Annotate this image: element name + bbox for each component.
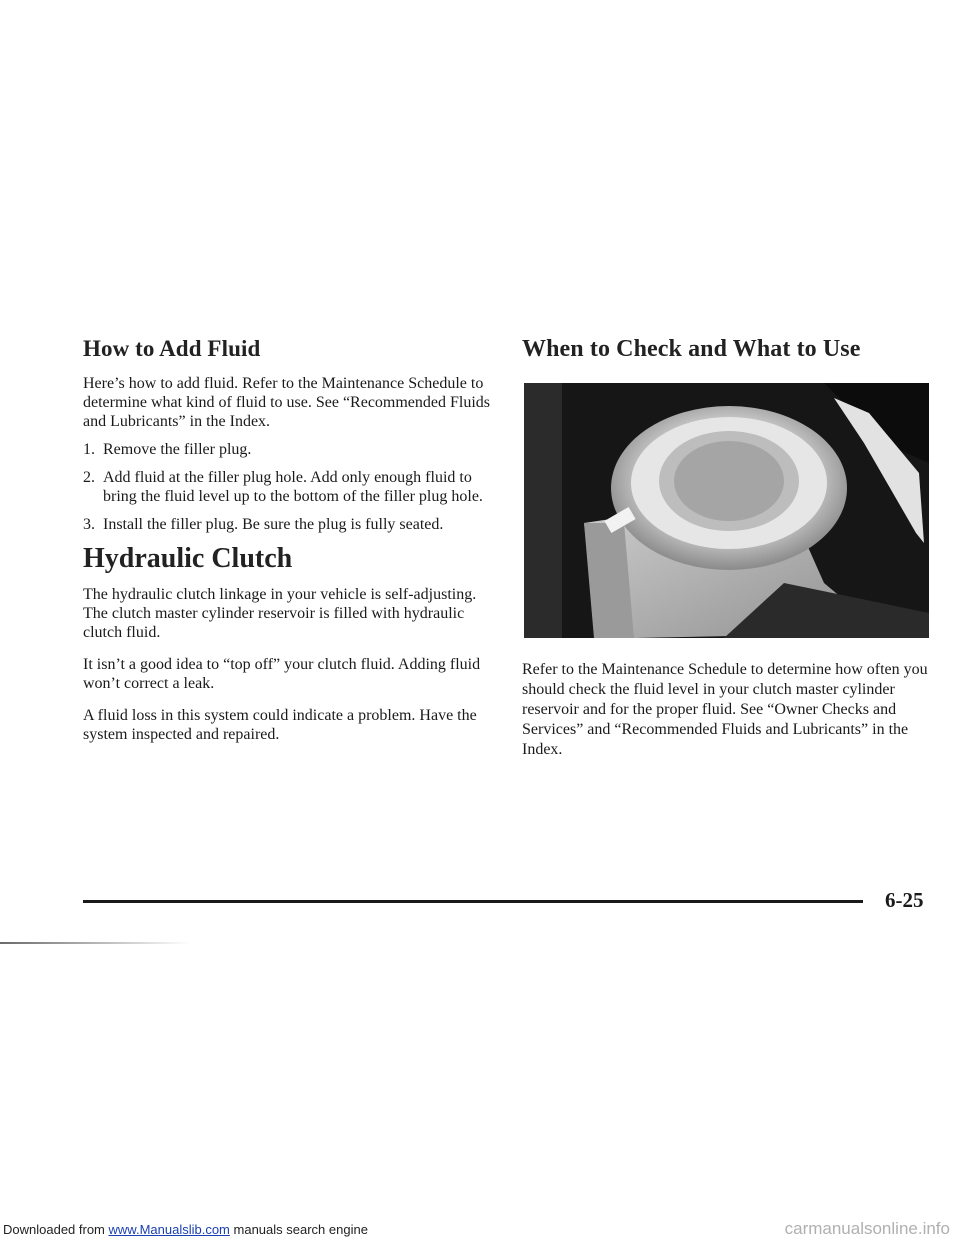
step-item: 1. Remove the filler plug.: [83, 441, 252, 458]
page-edge-shadow: [0, 942, 190, 944]
download-prefix: Downloaded from: [3, 1222, 105, 1237]
heading-hydraulic-clutch: Hydraulic Clutch: [83, 543, 293, 574]
heading-when-to-check: When to Check and What to Use: [522, 336, 861, 362]
check-paragraph: Refer to the Maintenance Schedule to determine how often you should check the fluid level in your clutch master cylinder reservoir and for the proper fluid. See “Owner Checks and Services” and “Recommended Fluids and Lubricants” in the Index.: [522, 661, 928, 758]
reservoir-image: [524, 383, 929, 638]
heading-how-to-add-fluid: How to Add Fluid: [83, 336, 261, 361]
clutch-paragraph-1: The hydraulic clutch linkage in your vehicle is self-adjusting. The clutch master cylinder reservoir is filled with hydraulic clutch fluid.: [83, 586, 477, 641]
step-item: 3. Install the filler plug. Be sure the plug is fully seated.: [83, 516, 444, 533]
right-column: [522, 336, 932, 363]
left-column: [83, 336, 503, 744]
step-item: 2. Add fluid at the filler plug hole. Add only enough fluid to bring the fluid level up to the bottom of the filler plug hole.: [83, 469, 483, 505]
download-bar: [3, 1222, 368, 1237]
watermark: carmanualsonline.info: [784, 1219, 950, 1238]
right-text-block: [522, 660, 932, 760]
steps-list: [83, 440, 503, 534]
clutch-paragraph-3: A fluid loss in this system could indicate a problem. Have the system inspected and repaired.: [83, 707, 477, 743]
intro-paragraph: Here’s how to add fluid. Refer to the Maintenance Schedule to determine what kind of fluid to use. See “Recommended Fluids and Lubricants” in the Index.: [83, 375, 491, 430]
clutch-reservoir-photo: [524, 383, 929, 638]
download-suffix: manuals search engine: [233, 1222, 368, 1237]
manualslib-link[interactable]: www.Manualslib.com: [108, 1222, 230, 1237]
page-number: 6-25: [885, 888, 924, 912]
bottom-margin: [0, 945, 960, 1242]
clutch-paragraph-2: It isn’t a good idea to “top off” your clutch fluid. Adding fluid won’t correct a leak.: [83, 656, 481, 692]
footer-rule: [83, 900, 863, 903]
